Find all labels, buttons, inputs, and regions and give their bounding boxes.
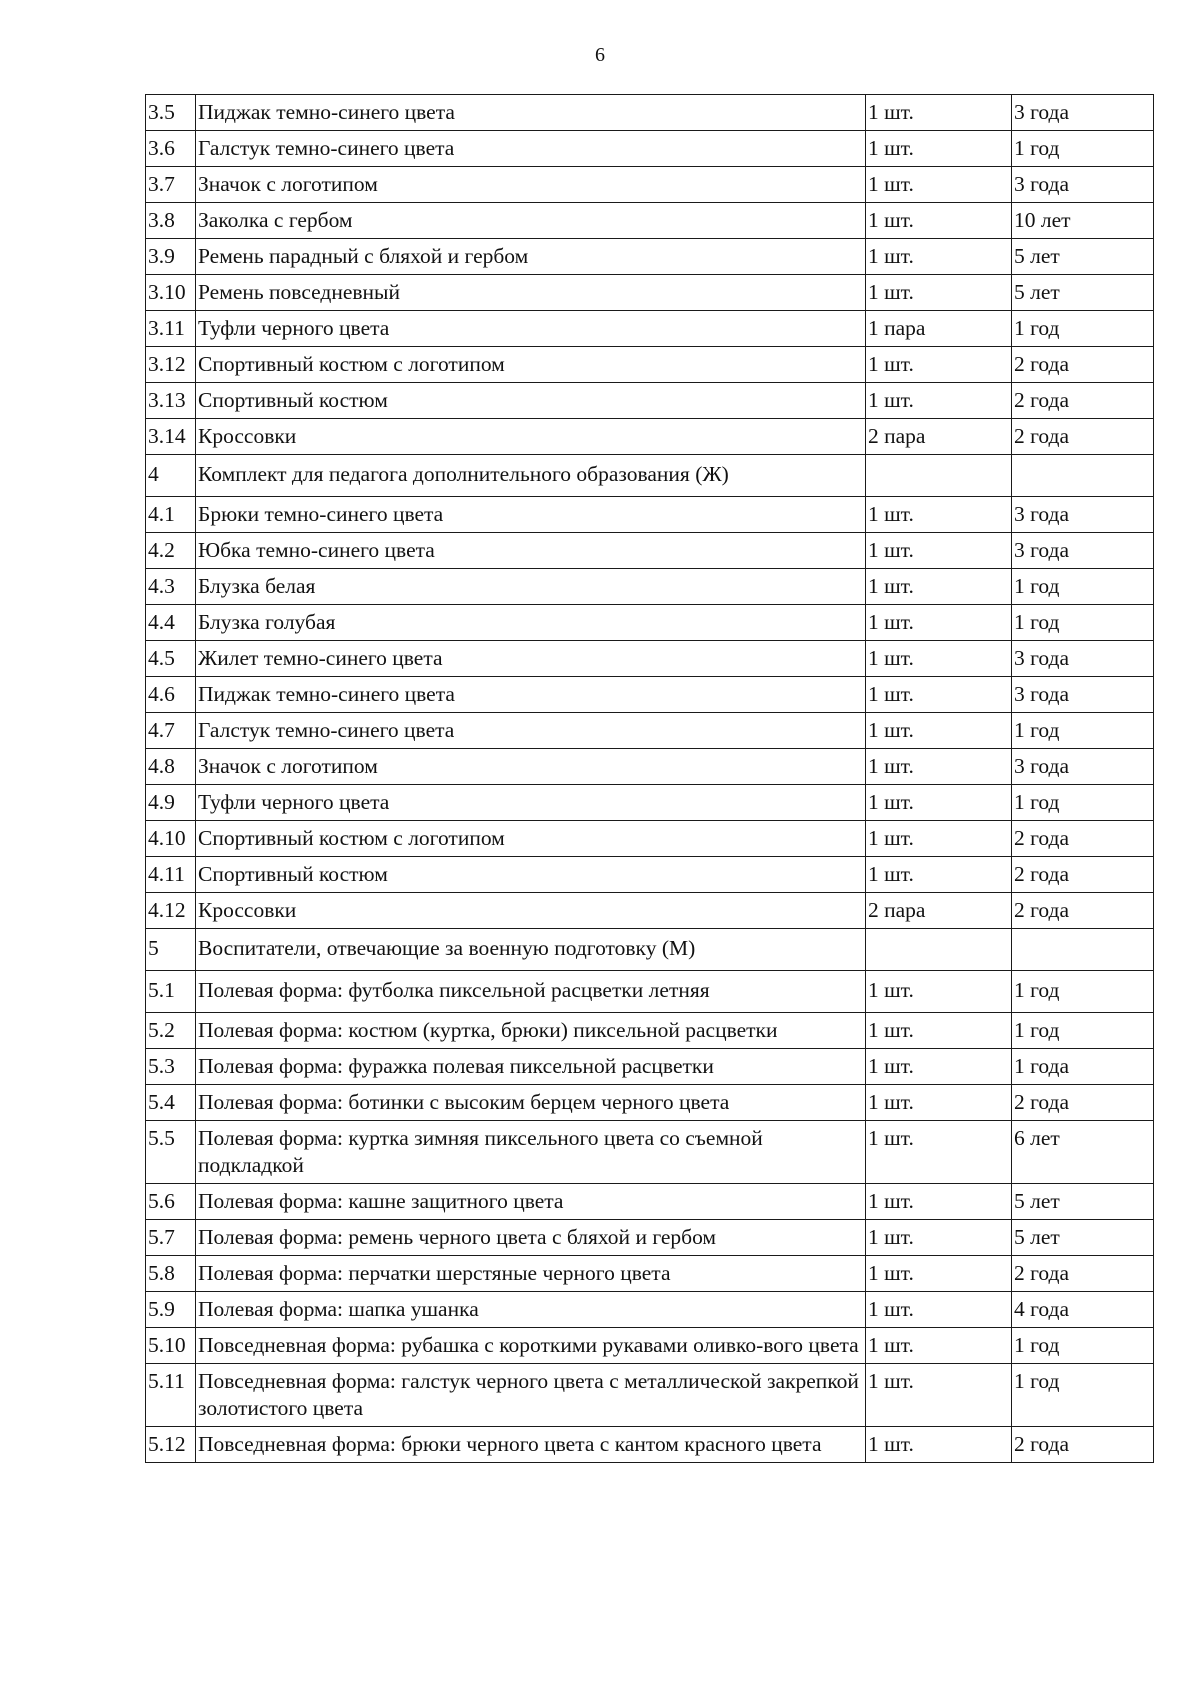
item-quantity: 1 шт. [866, 677, 1012, 713]
item-number: 4.10 [146, 821, 196, 857]
table-row [146, 203, 1154, 239]
item-quantity: 1 шт. [866, 167, 1012, 203]
table-row [146, 1220, 1154, 1256]
item-quantity: 1 шт. [866, 383, 1012, 419]
item-name: Блузка белая [196, 569, 866, 605]
item-quantity: 1 шт. [866, 1184, 1012, 1220]
table-row [146, 713, 1154, 749]
item-name: Полевая форма: костюм (куртка, брюки) пиксельной расцветки [196, 1013, 866, 1049]
table-row [146, 167, 1154, 203]
item-quantity: 1 шт. [866, 131, 1012, 167]
item-name: Туфли черного цвета [196, 785, 866, 821]
item-quantity: 1 шт. [866, 497, 1012, 533]
item-name: Кроссовки [196, 419, 866, 455]
item-wear-term: 4 года [1012, 1292, 1154, 1328]
table-row [146, 1121, 1154, 1184]
item-wear-term [1012, 929, 1154, 971]
item-number: 5.7 [146, 1220, 196, 1256]
item-name: Полевая форма: ботинки с высоким берцем черного цвета [196, 1085, 866, 1121]
item-wear-term: 1 год [1012, 785, 1154, 821]
item-name: Комплект для педагога дополнительного образования (Ж) [196, 455, 866, 497]
page-number: 6 [595, 44, 605, 66]
item-number: 5.6 [146, 1184, 196, 1220]
table-row [146, 1256, 1154, 1292]
item-name: Полевая форма: перчатки шерстяные черного цвета [196, 1256, 866, 1292]
item-wear-term: 3 года [1012, 497, 1154, 533]
item-name: Брюки темно-синего цвета [196, 497, 866, 533]
item-number: 3.9 [146, 239, 196, 275]
table-row [146, 929, 1154, 971]
item-wear-term: 5 лет [1012, 239, 1154, 275]
item-number: 5.8 [146, 1256, 196, 1292]
table-row [146, 641, 1154, 677]
item-number: 4.7 [146, 713, 196, 749]
item-quantity: 1 шт. [866, 605, 1012, 641]
item-wear-term: 10 лет [1012, 203, 1154, 239]
item-quantity: 1 шт. [866, 1292, 1012, 1328]
item-wear-term: 1 год [1012, 605, 1154, 641]
item-quantity: 1 шт. [866, 1085, 1012, 1121]
item-number: 3.12 [146, 347, 196, 383]
table-row [146, 311, 1154, 347]
item-quantity: 1 шт. [866, 1427, 1012, 1463]
item-number: 5.4 [146, 1085, 196, 1121]
item-number: 4.12 [146, 893, 196, 929]
table-row [146, 971, 1154, 1013]
item-wear-term: 1 год [1012, 1013, 1154, 1049]
item-quantity: 1 шт. [866, 95, 1012, 131]
item-number: 5.1 [146, 971, 196, 1013]
table-row [146, 383, 1154, 419]
table-row [146, 821, 1154, 857]
item-number: 5.3 [146, 1049, 196, 1085]
item-wear-term: 2 года [1012, 821, 1154, 857]
item-wear-term: 2 года [1012, 1085, 1154, 1121]
item-name: Блузка голубая [196, 605, 866, 641]
item-name: Повседневная форма: брюки черного цвета с кантом красного цвета [196, 1427, 866, 1463]
item-name: Юбка темно-синего цвета [196, 533, 866, 569]
item-wear-term: 5 лет [1012, 275, 1154, 311]
table-row [146, 1184, 1154, 1220]
item-number: 5.9 [146, 1292, 196, 1328]
table-row [146, 605, 1154, 641]
item-name: Ремень повседневный [196, 275, 866, 311]
item-number: 3.8 [146, 203, 196, 239]
item-name: Галстук темно-синего цвета [196, 713, 866, 749]
table-row [146, 857, 1154, 893]
item-number: 4.1 [146, 497, 196, 533]
item-wear-term: 1 года [1012, 1049, 1154, 1085]
item-number: 4.5 [146, 641, 196, 677]
item-name: Спортивный костюм с логотипом [196, 821, 866, 857]
item-number: 4.11 [146, 857, 196, 893]
item-wear-term: 3 года [1012, 641, 1154, 677]
item-number: 4.6 [146, 677, 196, 713]
item-quantity [866, 929, 1012, 971]
item-quantity: 1 шт. [866, 569, 1012, 605]
item-wear-term: 1 год [1012, 131, 1154, 167]
item-name: Воспитатели, отвечающие за военную подготовку (М) [196, 929, 866, 971]
item-number: 3.13 [146, 383, 196, 419]
item-wear-term: 2 года [1012, 347, 1154, 383]
item-wear-term: 2 года [1012, 1256, 1154, 1292]
item-name: Спортивный костюм [196, 857, 866, 893]
item-number: 3.11 [146, 311, 196, 347]
item-number: 5.10 [146, 1328, 196, 1364]
item-quantity: 1 шт. [866, 641, 1012, 677]
item-wear-term: 1 год [1012, 1328, 1154, 1364]
table-row [146, 275, 1154, 311]
item-number: 4.2 [146, 533, 196, 569]
item-name: Повседневная форма: рубашка с короткими рукавами оливко-вого цвета [196, 1328, 866, 1364]
item-quantity: 1 шт. [866, 1121, 1012, 1184]
item-name: Полевая форма: ремень черного цвета с бляхой и гербом [196, 1220, 866, 1256]
item-name: Полевая форма: кашне защитного цвета [196, 1184, 866, 1220]
item-name: Кроссовки [196, 893, 866, 929]
item-name: Ремень парадный с бляхой и гербом [196, 239, 866, 275]
item-name: Жилет темно-синего цвета [196, 641, 866, 677]
table-row [146, 1049, 1154, 1085]
table-row [146, 785, 1154, 821]
item-quantity: 1 шт. [866, 1013, 1012, 1049]
table-row [146, 419, 1154, 455]
table-row [146, 347, 1154, 383]
item-wear-term: 3 года [1012, 95, 1154, 131]
item-number: 5 [146, 929, 196, 971]
item-wear-term: 2 года [1012, 857, 1154, 893]
table-row [146, 569, 1154, 605]
table-row [146, 1013, 1154, 1049]
item-quantity: 1 шт. [866, 239, 1012, 275]
item-quantity: 1 шт. [866, 1328, 1012, 1364]
item-number: 4.3 [146, 569, 196, 605]
item-name: Полевая форма: куртка зимняя пиксельного цвета со съемной подкладкой [196, 1121, 866, 1184]
uniform-items-table [145, 94, 1154, 1463]
item-wear-term: 5 лет [1012, 1184, 1154, 1220]
table-row [146, 1364, 1154, 1427]
table-row [146, 95, 1154, 131]
table-row [146, 497, 1154, 533]
item-name: Повседневная форма: галстук черного цвета с металлической закрепкой золотистого цвета [196, 1364, 866, 1427]
item-name: Полевая форма: фуражка полевая пиксельной расцветки [196, 1049, 866, 1085]
item-wear-term: 3 года [1012, 167, 1154, 203]
item-quantity: 2 пара [866, 893, 1012, 929]
item-wear-term: 2 года [1012, 383, 1154, 419]
table-row [146, 1427, 1154, 1463]
item-number: 3.10 [146, 275, 196, 311]
item-number: 3.7 [146, 167, 196, 203]
item-quantity: 1 пара [866, 311, 1012, 347]
item-wear-term: 1 год [1012, 971, 1154, 1013]
table-row [146, 131, 1154, 167]
item-wear-term: 1 год [1012, 713, 1154, 749]
item-quantity: 1 шт. [866, 1220, 1012, 1256]
item-quantity: 1 шт. [866, 1049, 1012, 1085]
item-wear-term: 2 года [1012, 1427, 1154, 1463]
item-number: 4.8 [146, 749, 196, 785]
item-number: 4.4 [146, 605, 196, 641]
table-row [146, 749, 1154, 785]
table-row [146, 1085, 1154, 1121]
item-name: Спортивный костюм [196, 383, 866, 419]
item-number: 5.5 [146, 1121, 196, 1184]
item-wear-term: 2 года [1012, 419, 1154, 455]
item-quantity: 1 шт. [866, 713, 1012, 749]
item-quantity: 1 шт. [866, 821, 1012, 857]
item-quantity: 2 пара [866, 419, 1012, 455]
item-quantity: 1 шт. [866, 857, 1012, 893]
item-name: Значок с логотипом [196, 749, 866, 785]
item-number: 3.14 [146, 419, 196, 455]
item-name: Пиджак темно-синего цвета [196, 95, 866, 131]
item-quantity: 1 шт. [866, 971, 1012, 1013]
item-name: Спортивный костюм с логотипом [196, 347, 866, 383]
item-name: Заколка с гербом [196, 203, 866, 239]
item-quantity [866, 455, 1012, 497]
item-quantity: 1 шт. [866, 1256, 1012, 1292]
table-row [146, 677, 1154, 713]
item-name: Значок с логотипом [196, 167, 866, 203]
item-name: Галстук темно-синего цвета [196, 131, 866, 167]
item-number: 5.2 [146, 1013, 196, 1049]
item-name: Полевая форма: футболка пиксельной расцветки летняя [196, 971, 866, 1013]
item-wear-term: 1 год [1012, 569, 1154, 605]
item-wear-term [1012, 455, 1154, 497]
item-number: 4.9 [146, 785, 196, 821]
item-quantity: 1 шт. [866, 533, 1012, 569]
item-number: 5.12 [146, 1427, 196, 1463]
item-wear-term: 2 года [1012, 893, 1154, 929]
item-quantity: 1 шт. [866, 203, 1012, 239]
item-quantity: 1 шт. [866, 749, 1012, 785]
item-number: 5.11 [146, 1364, 196, 1427]
item-name: Полевая форма: шапка ушанка [196, 1292, 866, 1328]
table-row [146, 893, 1154, 929]
table-row [146, 533, 1154, 569]
table-row [146, 239, 1154, 275]
item-number: 3.5 [146, 95, 196, 131]
item-number: 4 [146, 455, 196, 497]
table-row [146, 1328, 1154, 1364]
item-name: Туфли черного цвета [196, 311, 866, 347]
item-quantity: 1 шт. [866, 1364, 1012, 1427]
item-wear-term: 3 года [1012, 533, 1154, 569]
item-wear-term: 1 год [1012, 1364, 1154, 1427]
table-body [146, 95, 1154, 1463]
item-wear-term: 6 лет [1012, 1121, 1154, 1184]
item-wear-term: 3 года [1012, 677, 1154, 713]
table-row [146, 455, 1154, 497]
item-quantity: 1 шт. [866, 275, 1012, 311]
item-wear-term: 1 год [1012, 311, 1154, 347]
item-quantity: 1 шт. [866, 347, 1012, 383]
item-wear-term: 3 года [1012, 749, 1154, 785]
item-number: 3.6 [146, 131, 196, 167]
table-row [146, 1292, 1154, 1328]
item-name: Пиджак темно-синего цвета [196, 677, 866, 713]
item-quantity: 1 шт. [866, 785, 1012, 821]
item-wear-term: 5 лет [1012, 1220, 1154, 1256]
